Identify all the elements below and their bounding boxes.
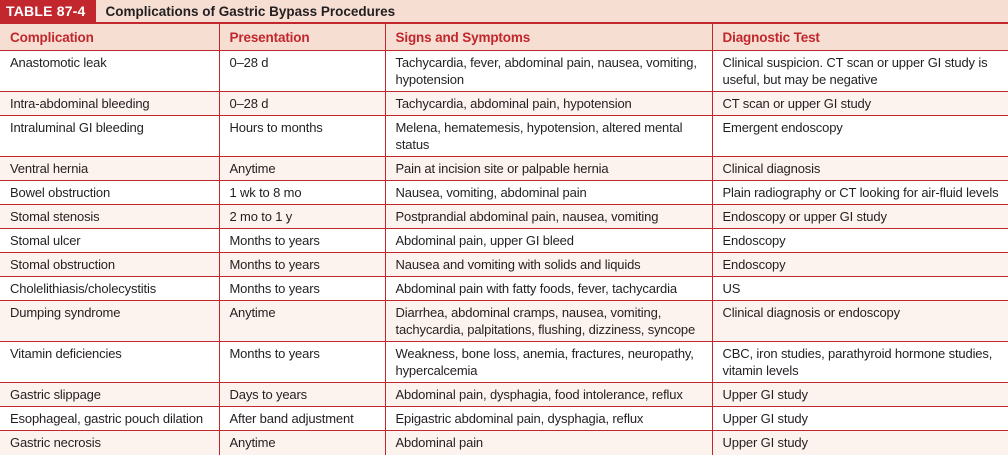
cell-complication: Stomal stenosis: [0, 205, 219, 229]
cell-complication: Stomal obstruction: [0, 253, 219, 277]
cell-complication: Bowel obstruction: [0, 181, 219, 205]
cell-diagnostic-test: Upper GI study: [712, 407, 1008, 431]
table-title: Complications of Gastric Bypass Procedures: [105, 3, 396, 19]
cell-presentation: Months to years: [219, 277, 385, 301]
cell-presentation: Anytime: [219, 301, 385, 342]
cell-signs-symptoms: Melena, hematemesis, hypotension, altered mental status: [385, 116, 712, 157]
cell-diagnostic-test: Endoscopy or upper GI study: [712, 205, 1008, 229]
header-diagnostic-test: Diagnostic Test: [712, 24, 1008, 51]
cell-diagnostic-test: Plain radiography or CT looking for air-fluid levels: [712, 181, 1008, 205]
cell-diagnostic-test: Endoscopy: [712, 229, 1008, 253]
cell-presentation: After band adjustment: [219, 407, 385, 431]
cell-presentation: 1 wk to 8 mo: [219, 181, 385, 205]
header-presentation: Presentation: [219, 24, 385, 51]
table-body: [0, 51, 1008, 455]
cell-signs-symptoms: Abdominal pain, dysphagia, food intolerance, reflux: [385, 383, 712, 407]
cell-diagnostic-test: Clinical suspicion. CT scan or upper GI study is useful, but may be negative: [712, 51, 1008, 92]
table-label: TABLE 87-4: [0, 0, 96, 22]
table-title-bar: [0, 0, 1008, 24]
cell-complication: Gastric necrosis: [0, 431, 219, 455]
table-row: [0, 181, 1008, 205]
cell-signs-symptoms: Nausea, vomiting, abdominal pain: [385, 181, 712, 205]
table-row: [0, 51, 1008, 92]
cell-presentation: Months to years: [219, 342, 385, 383]
cell-complication: Dumping syndrome: [0, 301, 219, 342]
cell-complication: Cholelithiasis/cholecystitis: [0, 277, 219, 301]
table-row: [0, 277, 1008, 301]
table-header: [0, 24, 1008, 51]
cell-diagnostic-test: Endoscopy: [712, 253, 1008, 277]
cell-presentation: Months to years: [219, 253, 385, 277]
complications-table: [0, 24, 1008, 455]
cell-complication: Stomal ulcer: [0, 229, 219, 253]
cell-complication: Vitamin deficiencies: [0, 342, 219, 383]
cell-diagnostic-test: CBC, iron studies, parathyroid hormone studies, vitamin levels: [712, 342, 1008, 383]
cell-signs-symptoms: Pain at incision site or palpable hernia: [385, 157, 712, 181]
cell-presentation: Months to years: [219, 229, 385, 253]
cell-signs-symptoms: Tachycardia, abdominal pain, hypotension: [385, 92, 712, 116]
table-row: [0, 383, 1008, 407]
table-row: [0, 205, 1008, 229]
cell-presentation: Days to years: [219, 383, 385, 407]
cell-presentation: 2 mo to 1 y: [219, 205, 385, 229]
table-row: [0, 92, 1008, 116]
table-row: [0, 407, 1008, 431]
cell-presentation: Hours to months: [219, 116, 385, 157]
cell-presentation: 0–28 d: [219, 92, 385, 116]
cell-signs-symptoms: Tachycardia, fever, abdominal pain, nausea, vomiting, hypotension: [385, 51, 712, 92]
table-row: [0, 116, 1008, 157]
cell-signs-symptoms: Diarrhea, abdominal cramps, nausea, vomiting, tachycardia, palpitations, flushing, dizziness, syncope: [385, 301, 712, 342]
header-row: [0, 24, 1008, 51]
cell-signs-symptoms: Epigastric abdominal pain, dysphagia, reflux: [385, 407, 712, 431]
cell-signs-symptoms: Abdominal pain: [385, 431, 712, 455]
cell-complication: Esophageal, gastric pouch dilation: [0, 407, 219, 431]
header-signs-symptoms: Signs and Symptoms: [385, 24, 712, 51]
cell-complication: Anastomotic leak: [10, 55, 107, 70]
header-complication: Complication: [0, 24, 219, 51]
cell-diagnostic-test: Upper GI study: [712, 431, 1008, 455]
cell-signs-symptoms: Nausea and vomiting with solids and liquids: [385, 253, 712, 277]
cell-diagnostic-test: Clinical diagnosis: [712, 157, 1008, 181]
table-row: [0, 342, 1008, 383]
table-row: [0, 253, 1008, 277]
cell-presentation: Anytime: [219, 431, 385, 455]
cell-diagnostic-test: US: [712, 277, 1008, 301]
cell-complication: Ventral hernia: [0, 157, 219, 181]
cell-signs-symptoms: Abdominal pain with fatty foods, fever, tachycardia: [385, 277, 712, 301]
cell-complication: Gastric slippage: [0, 383, 219, 407]
cell-signs-symptoms: Abdominal pain, upper GI bleed: [385, 229, 712, 253]
cell-presentation: Anytime: [219, 157, 385, 181]
cell-diagnostic-test: CT scan or upper GI study: [712, 92, 1008, 116]
cell-presentation: 0–28 d: [219, 51, 385, 92]
table-row: [0, 157, 1008, 181]
cell-complication: Intraluminal GI bleeding: [0, 116, 219, 157]
cell-signs-symptoms: Weakness, bone loss, anemia, fractures, neuropathy, hypercalcemia: [385, 342, 712, 383]
cell-diagnostic-test: Clinical diagnosis or endoscopy: [712, 301, 1008, 342]
table-row: [0, 301, 1008, 342]
cell-complication: Intra-abdominal bleeding: [0, 92, 219, 116]
cell-diagnostic-test: Upper GI study: [712, 383, 1008, 407]
cell-diagnostic-test: Emergent endoscopy: [712, 116, 1008, 157]
cell-signs-symptoms: Postprandial abdominal pain, nausea, vomiting: [385, 205, 712, 229]
table-row: [0, 431, 1008, 455]
table-row: [0, 229, 1008, 253]
